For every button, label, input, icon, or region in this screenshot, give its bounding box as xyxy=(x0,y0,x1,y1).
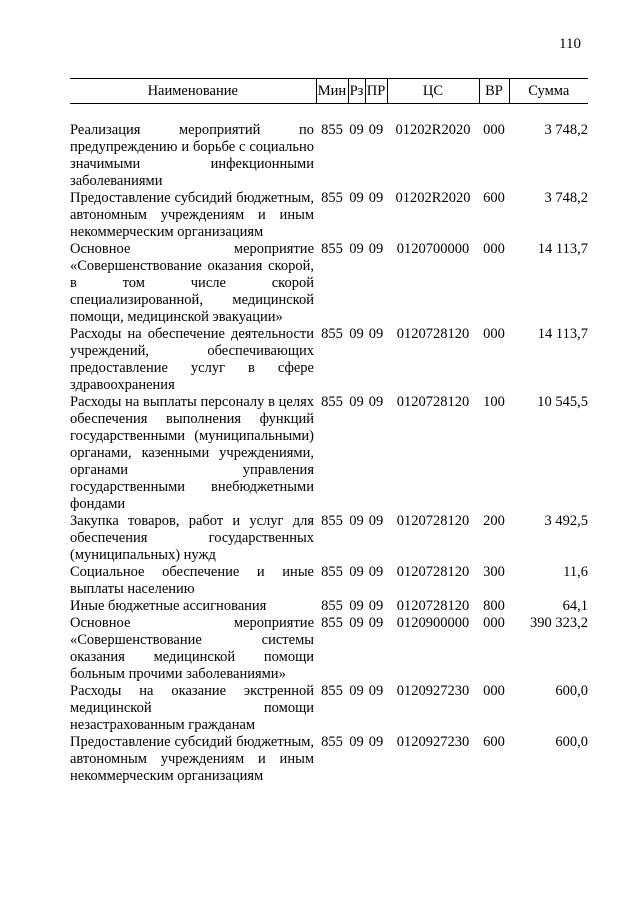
row-vr: 600 xyxy=(483,734,505,750)
row-vr: 300 xyxy=(483,564,505,580)
row-name: Предоставление субсидий бюджетным, автономным учреждениям и иным некоммерческим организациям xyxy=(70,734,314,784)
row-sum: 600,0 xyxy=(555,734,588,750)
row-sum: 3 748,2 xyxy=(544,190,588,206)
row-pr: 09 xyxy=(368,734,384,750)
row-min: 855 xyxy=(321,598,343,614)
row-min: 855 xyxy=(321,394,343,410)
row-cs: 01202R2020 xyxy=(395,190,471,206)
table-row xyxy=(70,683,588,734)
row-name: Расходы на оказание экстренной медицинской помощи незастрахованным гражданам xyxy=(70,683,314,733)
row-min: 855 xyxy=(321,190,343,206)
row-pr: 09 xyxy=(368,241,384,257)
row-sum: 11,6 xyxy=(563,564,588,580)
row-pr: 09 xyxy=(368,615,384,631)
row-rz: 09 xyxy=(349,326,364,342)
row-pr: 09 xyxy=(368,513,384,529)
table-row xyxy=(70,326,588,394)
header-rz: Рз xyxy=(348,79,365,104)
row-vr: 600 xyxy=(483,190,505,206)
row-name: Расходы на выплаты персоналу в целях обеспечения выполнения функций государственными (муниципальными) органами, казенными учреждениями, органами управления государственными внебюджетными фондами xyxy=(70,394,314,512)
row-min: 855 xyxy=(321,326,343,342)
row-vr: 000 xyxy=(483,122,505,138)
row-pr: 09 xyxy=(368,564,384,580)
row-pr: 09 xyxy=(368,326,384,342)
row-rz: 09 xyxy=(349,564,364,580)
row-name: Закупка товаров, работ и услуг для обеспечения государственных (муниципальных) нужд xyxy=(70,513,314,563)
row-rz: 09 xyxy=(349,394,364,410)
row-cs: 0120728120 xyxy=(396,513,470,529)
row-sum: 3 748,2 xyxy=(544,122,588,138)
row-name: Расходы на обеспечение деятельности учреждений, обеспечивающих предоставление услуг в сфере здравоохранения xyxy=(70,326,314,393)
row-pr: 09 xyxy=(368,394,384,410)
row-cs: 01202R2020 xyxy=(395,122,471,138)
row-vr: 000 xyxy=(483,241,505,257)
row-name: Предоставление субсидий бюджетным, автономным учреждениям и иным некоммерческим организациям xyxy=(70,190,314,240)
header-min: Мин xyxy=(316,79,348,104)
row-min: 855 xyxy=(321,241,343,257)
table-row xyxy=(70,734,588,785)
header-pr: ПР xyxy=(365,79,387,104)
header-vr: ВР xyxy=(479,79,509,104)
table-row xyxy=(70,122,588,190)
header-spacer xyxy=(70,104,588,123)
row-name: Основное мероприятие «Совершенствование оказания скорой, в том числе скорой специализированной, медицинской помощи, медицинской эвакуации» xyxy=(70,241,314,325)
row-rz: 09 xyxy=(349,122,364,138)
row-rz: 09 xyxy=(349,615,364,631)
row-cs: 0120700000 xyxy=(396,241,470,257)
row-sum: 10 545,5 xyxy=(537,394,588,410)
header-name: Наименование xyxy=(70,79,316,104)
row-min: 855 xyxy=(321,564,343,580)
row-vr: 000 xyxy=(483,615,505,631)
row-vr: 000 xyxy=(483,326,505,342)
row-name: Иные бюджетные ассигнования xyxy=(70,598,267,614)
row-rz: 09 xyxy=(349,241,364,257)
row-min: 855 xyxy=(321,615,343,631)
row-rz: 09 xyxy=(349,598,364,614)
row-rz: 09 xyxy=(349,734,364,750)
budget-table xyxy=(70,78,588,785)
row-pr: 09 xyxy=(368,683,384,699)
row-sum: 14 113,7 xyxy=(537,326,588,342)
row-sum: 390 323,2 xyxy=(530,615,588,631)
row-min: 855 xyxy=(321,683,343,699)
row-name: Основное мероприятие «Совершенствование системы оказания медицинской помощи больным прочими заболеваниями» xyxy=(70,615,314,682)
row-vr: 200 xyxy=(483,513,505,529)
row-cs: 0120927230 xyxy=(396,683,470,699)
row-pr: 09 xyxy=(368,190,384,206)
row-min: 855 xyxy=(321,513,343,529)
row-min: 855 xyxy=(321,122,343,138)
row-cs: 0120728120 xyxy=(396,394,470,410)
table-row xyxy=(70,241,588,326)
row-vr: 000 xyxy=(483,683,505,699)
header-cs: ЦС xyxy=(387,79,479,104)
row-sum: 14 113,7 xyxy=(537,241,588,257)
row-cs: 0120728120 xyxy=(396,598,470,614)
row-cs: 0120728120 xyxy=(396,326,470,342)
row-vr: 800 xyxy=(483,598,505,614)
row-cs: 0120900000 xyxy=(396,615,470,631)
row-cs: 0120728120 xyxy=(396,564,470,580)
row-rz: 09 xyxy=(349,190,364,206)
table-body xyxy=(70,104,588,786)
table-header-row xyxy=(70,79,588,104)
row-sum: 64,1 xyxy=(562,598,588,614)
row-cs: 0120927230 xyxy=(396,734,470,750)
row-vr: 100 xyxy=(483,394,505,410)
row-pr: 09 xyxy=(368,598,384,614)
table-row xyxy=(70,598,588,615)
page-number: 110 xyxy=(559,36,581,52)
row-min: 855 xyxy=(321,734,343,750)
header-sum: Сумма xyxy=(509,79,588,104)
row-pr: 09 xyxy=(368,122,384,138)
row-rz: 09 xyxy=(349,683,364,699)
row-sum: 3 492,5 xyxy=(544,513,588,529)
table-row xyxy=(70,513,588,564)
table-row xyxy=(70,190,588,241)
table-row xyxy=(70,615,588,683)
row-name: Социальное обеспечение и иные выплаты населению xyxy=(70,564,314,597)
row-name: Реализация мероприятий по предупреждению и борьбе с социально значимыми инфекционными заболеваниями xyxy=(70,122,314,189)
row-rz: 09 xyxy=(349,513,364,529)
row-sum: 600,0 xyxy=(555,683,588,699)
table-row xyxy=(70,564,588,598)
table-row xyxy=(70,394,588,513)
